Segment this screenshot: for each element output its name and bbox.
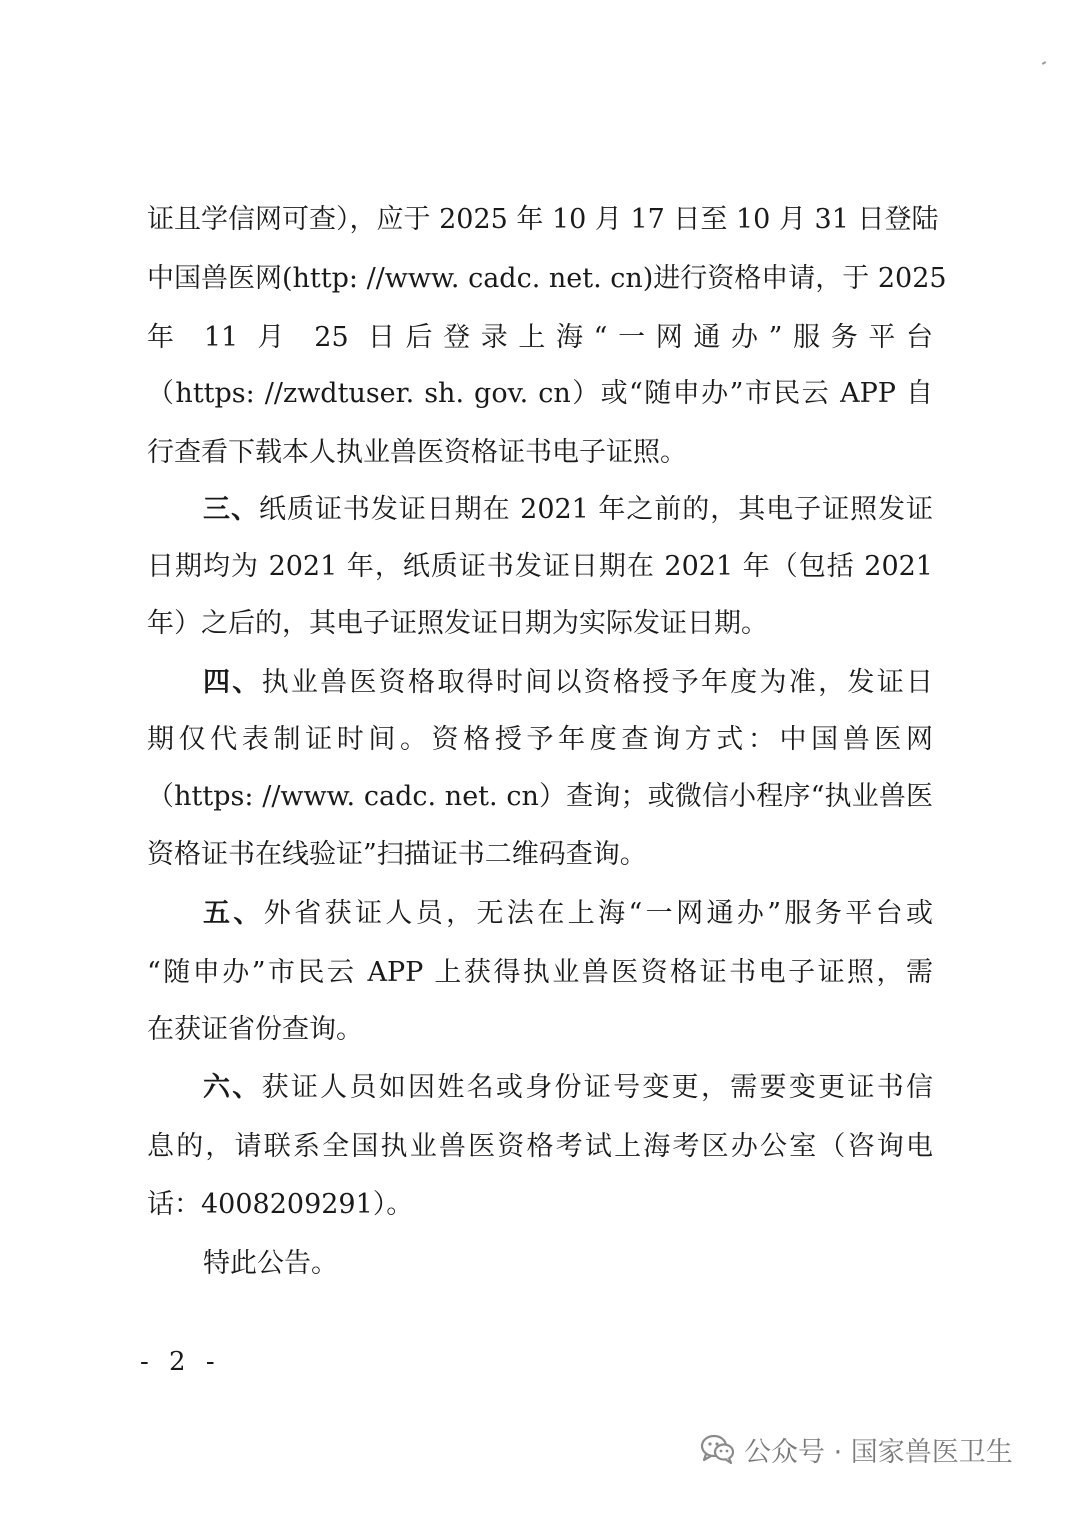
section-5-line: “随申办”市民云 APP 上获得执业兽医资格证书电子证照，需 (147, 957, 933, 988)
watermark-text: 公众号 · 国家兽医卫生 (744, 1436, 1013, 1468)
body-line: 证且学信网可查），应于 2025 年 10 月 17 日至 10 月 31 日登陆 (147, 204, 939, 235)
section-3-line: 日期均为 2021 年，纸质证书发证日期在 2021 年（包括 2021 (147, 551, 933, 582)
section-3-line: 年）之后的，其电子证照发证日期为实际发证日期。 (147, 608, 768, 639)
section-6-line: 话：4008209291）。 (147, 1189, 414, 1220)
body-line: 行查看下载本人执业兽医资格证书电子证照。 (147, 437, 687, 468)
section-3-first-line (203, 490, 933, 530)
body-line: （https: //zwdtuser. sh. gov. cn）或“随申办”市民云 APP 自 (147, 378, 933, 409)
body-line: 年 11 月 25 日后登录上海“一网通办”服务平台 (147, 322, 933, 353)
closing-text: 特此公告。 (203, 1248, 338, 1279)
page-number: - 2 - (140, 1347, 221, 1377)
section-4-line: 资格证书在线验证”扫描证书二维码查询。 (147, 839, 647, 870)
section-5-lead: 五、 (203, 898, 264, 929)
section-4-line: 期仅代表制证时间。资格授予年度查询方式：中国兽医网 (147, 724, 933, 755)
section-4-lead: 四、 (203, 667, 262, 698)
wechat-watermark (700, 1427, 1013, 1471)
body-line: 中国兽医网(http: //www. cadc. net. cn)进行资格申请，于 2025 (147, 263, 947, 294)
section-4-text: 执业兽医资格取得时间以资格授予年度为准，发证日 (261, 667, 934, 698)
section-5-text: 外省获证人员，无法在上海“一网通办”服务平台或 (263, 898, 934, 929)
section-3-lead: 三、 (203, 494, 259, 525)
section-6-line: 息的，请联系全国执业兽医资格考试上海考区办公室（咨询电 (147, 1131, 933, 1162)
section-4-line: （https: //www. cadc. net. cn）查询；或微信小程序“执业兽医 (147, 781, 933, 812)
section-6-first-line (203, 1068, 933, 1108)
section-6-lead: 六、 (203, 1072, 262, 1103)
wechat-icon (700, 1433, 736, 1465)
section-3-text: 纸质证书发证日期在 2021 年之前的，其电子证照发证 (258, 494, 933, 525)
section-4-first-line (203, 663, 933, 703)
section-6-text: 获证人员如因姓名或身份证号变更，需要变更证书信 (261, 1072, 934, 1103)
scan-speck (1042, 61, 1046, 65)
section-5-first-line (203, 894, 933, 934)
section-5-line: 在获证省份查询。 (147, 1014, 363, 1045)
